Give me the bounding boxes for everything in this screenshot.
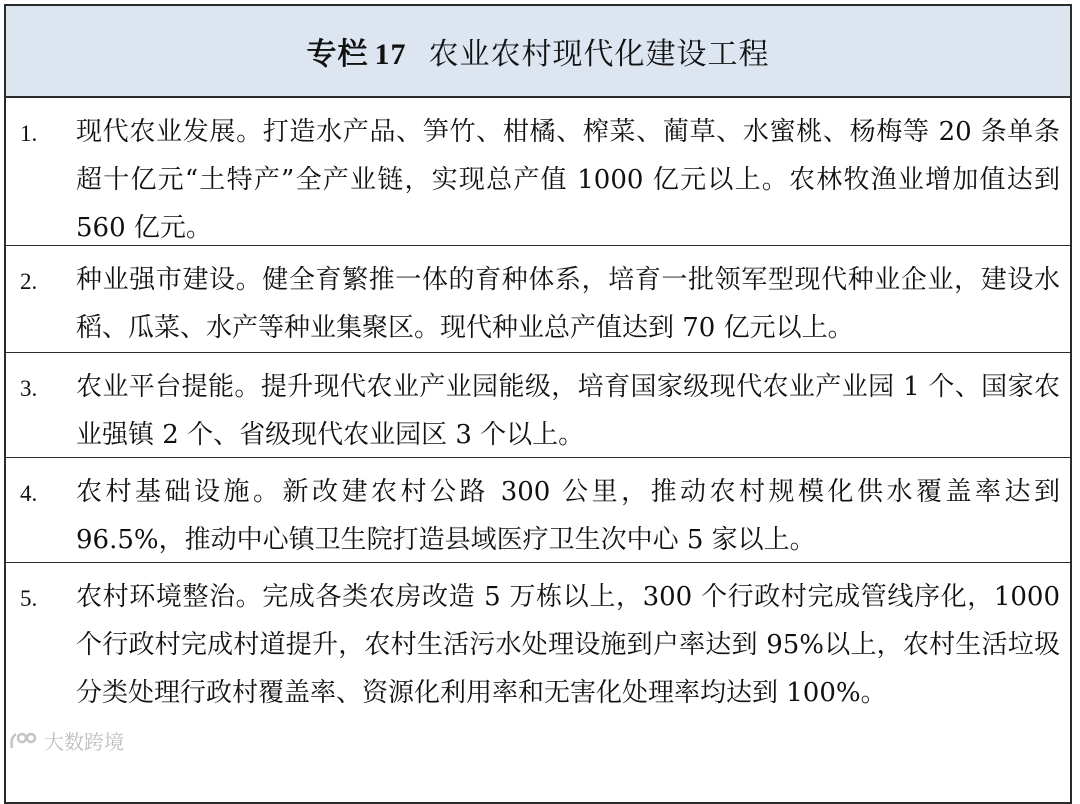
title-bar: [6, 6, 1070, 98]
list-item-index: 5.: [20, 586, 38, 611]
column-label: 专栏: [306, 37, 369, 72]
list-item-text: 种业强市建设。健全育繁推一体的育种体系，培育一批领军型现代种业企业，建设水稻、瓜菜、水产等种业集聚区。现代种业总产值达到 70 亿元以上。: [76, 265, 1060, 343]
list-item-index: 3.: [20, 376, 38, 401]
column-title-text: 农业农村现代化建设工程: [428, 37, 770, 72]
list-item-text: 农村基础设施。新改建农村公路 300 公里，推动农村规模化供水覆盖率达到 96.5%，推动中心镇卫生院打造县域医疗卫生次中心 5 家以上。: [76, 477, 1060, 555]
list-item-index: 2.: [20, 269, 38, 294]
list-item-index: 4.: [20, 481, 38, 506]
watermark: [8, 726, 124, 755]
watermark-logo-icon: [8, 730, 38, 752]
list-item: [6, 563, 1070, 783]
list-item: [6, 353, 1070, 458]
column-number: 17: [374, 38, 407, 71]
list-item-text: 现代农业发展。打造水产品、笋竹、柑橘、榨菜、蔺草、水蜜桃、杨梅等 20 条单条超十亿元“土特产”全产业链，实现总产值 1000 亿元以上。农林牧渔业增加值达到 560 亿元。: [76, 117, 1060, 243]
list-item-index: 1.: [20, 121, 38, 146]
column-box: [4, 4, 1072, 804]
list-item-text: 农村环境整治。完成各类农房改造 5 万栋以上，300 个行政村完成管线序化，1000 个行政村完成村道提升，农村生活污水处理设施到户率达到 95%以上，农村生活垃圾分类处理行政村覆盖率、资源化利用率和无害化处理率均达到 100%。: [76, 582, 1060, 708]
list-item: [6, 246, 1070, 353]
list-item: [6, 458, 1070, 563]
watermark-text: 大数跨境: [44, 730, 124, 754]
list-item: [6, 98, 1070, 246]
list-item-text: 农业平台提能。提升现代农业产业园能级，培育国家级现代农业产业园 1 个、国家农业强镇 2 个、省级现代农业园区 3 个以上。: [76, 372, 1060, 450]
column-title: [307, 29, 770, 73]
